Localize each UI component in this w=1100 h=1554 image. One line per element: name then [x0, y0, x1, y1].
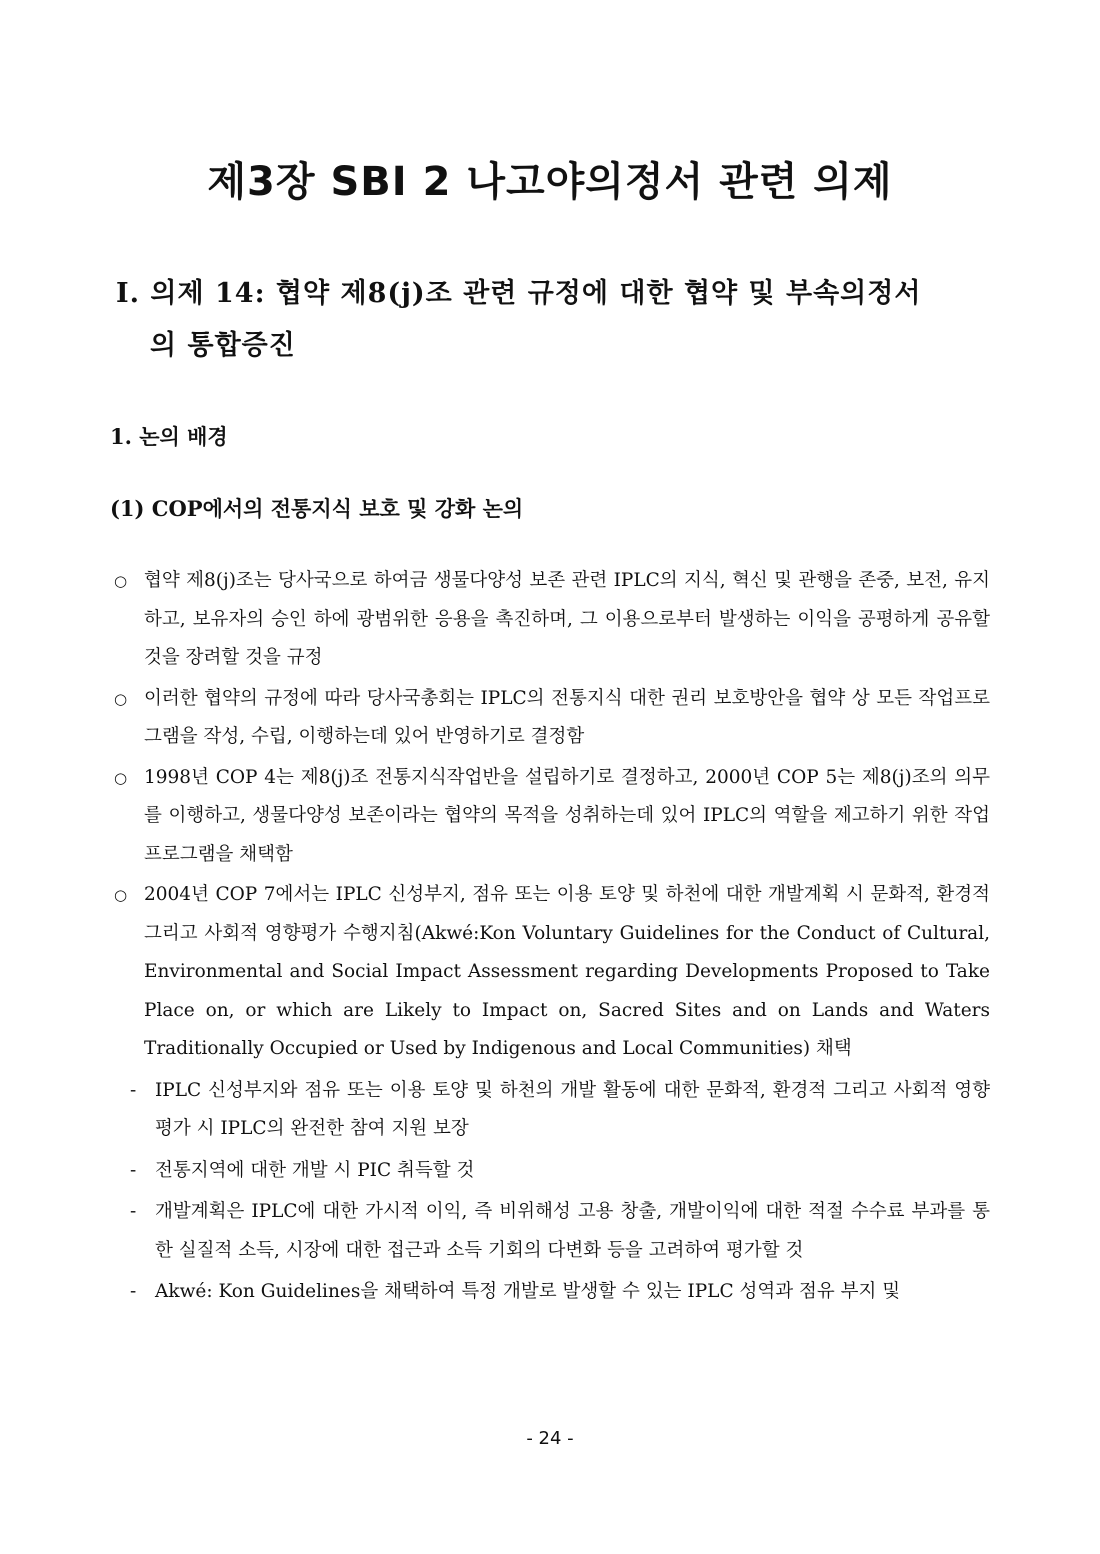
subsection-heading: 1. 논의 배경: [110, 424, 228, 449]
page-number: - 24 -: [526, 1428, 574, 1449]
dash-bullet-icon: -: [130, 1159, 137, 1181]
chapter-title: 제3장 SBI 2 나고야의정서 관련 의제: [207, 159, 893, 205]
dash-item: [110, 1152, 990, 1191]
circle-bullet-icon: ○: [114, 572, 128, 590]
dash-text: 개발계획은 IPLC에 대한 가시적 이익, 즉 비위해성 고용 창출, 개발이익에 대한 적절 수수료 부과를 통한 실질적 소득, 시장에 대한 접근과 소득 기회의 다변화 등을 고려하여 평가할 것: [155, 1201, 990, 1261]
section-title: [116, 268, 996, 372]
bullet-item: [110, 562, 990, 678]
section-title-line-1: I. 의제 14: 협약 제8(j)조 관련 규정에 대한 협약 및 부속의정서: [116, 278, 922, 309]
dash-text: IPLC 신성부지와 점유 또는 이용 토양 및 하천의 개발 활동에 대한 문화적, 환경적 그리고 사회적 영향평가 시 IPLC의 완전한 참여 지원 보장: [155, 1079, 990, 1139]
dash-text: Akwé: Kon Guidelines을 채택하여 특정 개발로 발생할 수 있는 IPLC 성역과 점유 부지 및: [155, 1281, 901, 1302]
circle-bullet-icon: ○: [114, 886, 128, 904]
section-title-line-2: 의 통합증진: [150, 330, 296, 361]
body-text: [110, 562, 990, 1315]
circle-bullet-icon: ○: [114, 689, 128, 708]
dash-item: [110, 1072, 990, 1149]
dash-bullet-icon: -: [130, 1079, 137, 1101]
bullet-item: [110, 876, 990, 1069]
bullet-text: 협약 제8(j)조는 당사국으로 하여금 생물다양성 보존 관련 IPLC의 지식, 혁신 및 관행을 존중, 보전, 유지하고, 보유자의 승인 하에 광범위한 응용을 촉진하며, 그 이용으로부터 발생하는 이익을 공평하게 공유할 것을 장려할 것을 규정: [144, 570, 990, 668]
bullet-item: [110, 759, 990, 875]
bullet-item: [110, 680, 990, 757]
dash-text: 전통지역에 대한 개발 시 PIC 취득할 것: [155, 1159, 475, 1181]
circle-bullet-icon: ○: [114, 768, 128, 787]
bullet-text: 1998년 COP 4는 제8(j)조 전통지식작업반을 설립하기로 결정하고, 2000년 COP 5는 제8(j)조의 의무를 이행하고, 생물다양성 보존이라는 협약의 목적을 성취하는데 있어 IPLC의 역할을 제고하기 위한 작업프로그램을 채택함: [144, 766, 990, 865]
subsubsection-heading: (1) COP에서의 전통지식 보호 및 강화 논의: [110, 496, 524, 521]
bullet-text: 이러한 협약의 규정에 따라 당사국총회는 IPLC의 전통지식 대한 권리 보호방안을 협약 상 모든 작업프로그램을 작성, 수립, 이행하는데 있어 반영하기로 결정함: [144, 687, 990, 747]
bullet-text: 2004년 COP 7에서는 IPLC 신성부지, 점유 또는 이용 토양 및 하천에 대한 개발계획 시 문화적, 환경적 그리고 사회적 영향평가 수행지침(Akwé:Kon Voluntary Guidelines for the Conduct of Cultural, Environmental and Social Impact Assessment regarding Developments Proposed to Take Place on, or which are Likely to Impact on, Sacred Sites and on Lands and Waters Traditionally Occupied or Used by Indigenous and Local Communities) 채택: [144, 884, 990, 1059]
dash-item: [110, 1273, 990, 1312]
dash-bullet-icon: -: [130, 1201, 137, 1222]
dash-bullet-icon: -: [130, 1281, 137, 1302]
dash-item: [110, 1193, 990, 1270]
